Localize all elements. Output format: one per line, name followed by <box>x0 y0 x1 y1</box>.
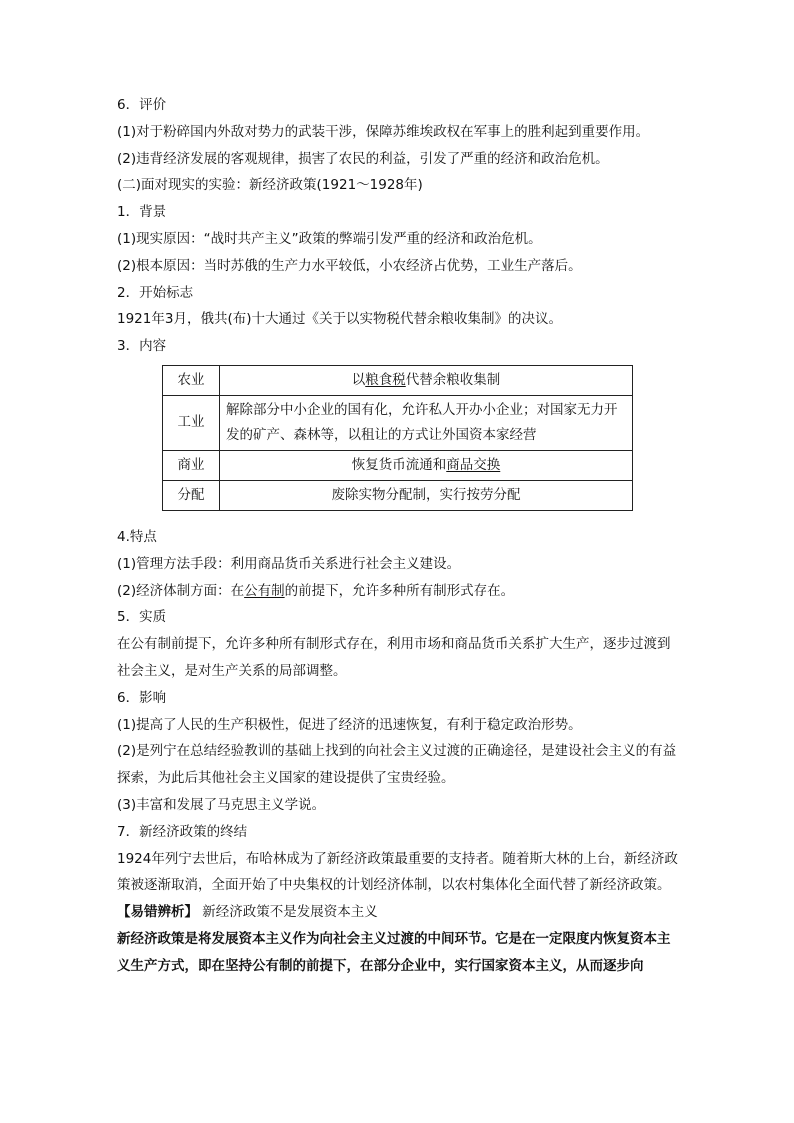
section-heading: (二)面对现实的实验：新经济政策(1921～1928年) <box>117 177 423 194</box>
cell-text: 代替余粮收集制 <box>405 371 501 388</box>
paragraph: 在公有制前提下，允许多种所有制形式存在，利用市场和商品货币关系扩大生产，逐步过渡到社会主义，是对生产关系的局部调整。 <box>117 636 671 679</box>
cell-underlined-text: 粮食税 <box>365 371 406 388</box>
heading-background: 1．背景 <box>117 204 167 221</box>
heading-essence: 5．实质 <box>117 609 167 626</box>
policy-content-table <box>162 365 633 511</box>
paragraph: (1)对于粉碎国内外敌对势力的武装干涉，保障苏维埃政权在军事上的胜利起到重要作用。 <box>117 123 650 140</box>
note-title: 新经济政策不是发展资本主义 <box>198 904 378 921</box>
cell-text: 废除实物分配制，实行按劳分配 <box>331 486 521 503</box>
paragraph: (1)管理方法手段：利用商品货币关系进行社会主义建设。 <box>117 555 461 572</box>
paragraph: (2)违背经济发展的客观规律，损害了农民的利益，引发了严重的经济和政治危机。 <box>117 150 609 167</box>
paragraph: 1924年列宁去世后，布哈林成为了新经济政策最重要的支持者。随着斯大林的上台，新经济政策被逐渐取消，全面开始了中央集权的计划经济体制，以农村集体化全面代替了新经济政策。 <box>117 850 678 894</box>
table-row <box>163 450 633 480</box>
document-content <box>117 92 682 980</box>
table-cell-value <box>220 480 633 510</box>
cell-text: 解除部分中小企业的国有化，允许私人开办小企业；对国家无力开发的矿产、森林等，以租让的方式让外国资本家经营 <box>226 401 618 443</box>
note-label: 【易错辨析】 <box>117 904 198 921</box>
heading-evaluation: 6．评价 <box>117 97 167 113</box>
table-cell-key: 农业 <box>163 365 220 395</box>
underlined-text: 公有制 <box>244 582 285 599</box>
heading-features: 4.特点 <box>117 528 157 545</box>
paragraph: 1921年3月，俄共(布)十大通过《关于以实物税代替余粮收集制》的决议。 <box>117 311 562 328</box>
heading-impact: 6．影响 <box>117 689 167 706</box>
paragraph: (2)根本原因：当时苏俄的生产力水平较低，小农经济占优势，工业生产落后。 <box>117 257 582 274</box>
paragraph: (2)是列宁在总结经验教训的基础上找到的向社会主义过渡的正确途径，是建设社会主义的有益探索，为此后其他社会主义国家的建设提供了宝贵经验。 <box>117 743 677 787</box>
cell-underlined-text: 商品交换 <box>446 456 501 473</box>
heading-start-sign: 2．开始标志 <box>117 284 194 301</box>
table-cell-key: 分配 <box>163 480 220 510</box>
paragraph <box>117 578 682 605</box>
table-cell-key: 工业 <box>163 395 220 450</box>
paragraph: (1)现实原因：“战时共产主义”政策的弊端引发严重的经济和政治危机。 <box>117 230 542 247</box>
table-cell-value <box>220 395 633 450</box>
table-row <box>163 395 633 450</box>
paragraph: (1)提高了人民的生产积极性，促进了经济的迅速恢复，有利于稳定政治形势。 <box>117 716 582 733</box>
table-row <box>163 365 633 395</box>
table-row <box>163 480 633 510</box>
cell-text: 以 <box>351 371 366 388</box>
text: (2)经济体制方面：在 <box>117 582 245 599</box>
table-cell-value <box>220 450 633 480</box>
note-body: 新经济政策是将发展资本主义作为向社会主义过渡的中间环节。它是在一定限度内恢复资本主义生产方式，即在坚持公有制的前提下，在部分企业中，实行国家资本主义，从而逐步向 <box>117 930 671 974</box>
table-cell-value <box>220 365 633 395</box>
heading-end: 7．新经济政策的终结 <box>117 823 248 840</box>
cell-text: 恢复货币流通和 <box>351 456 447 473</box>
paragraph: (3)丰富和发展了马克思主义学说。 <box>117 796 326 813</box>
heading-content: 3．内容 <box>117 338 167 355</box>
table-cell-key: 商业 <box>163 450 220 480</box>
text: 的前提下，允许多种所有制形式存在。 <box>284 582 515 599</box>
note-heading <box>117 899 682 926</box>
